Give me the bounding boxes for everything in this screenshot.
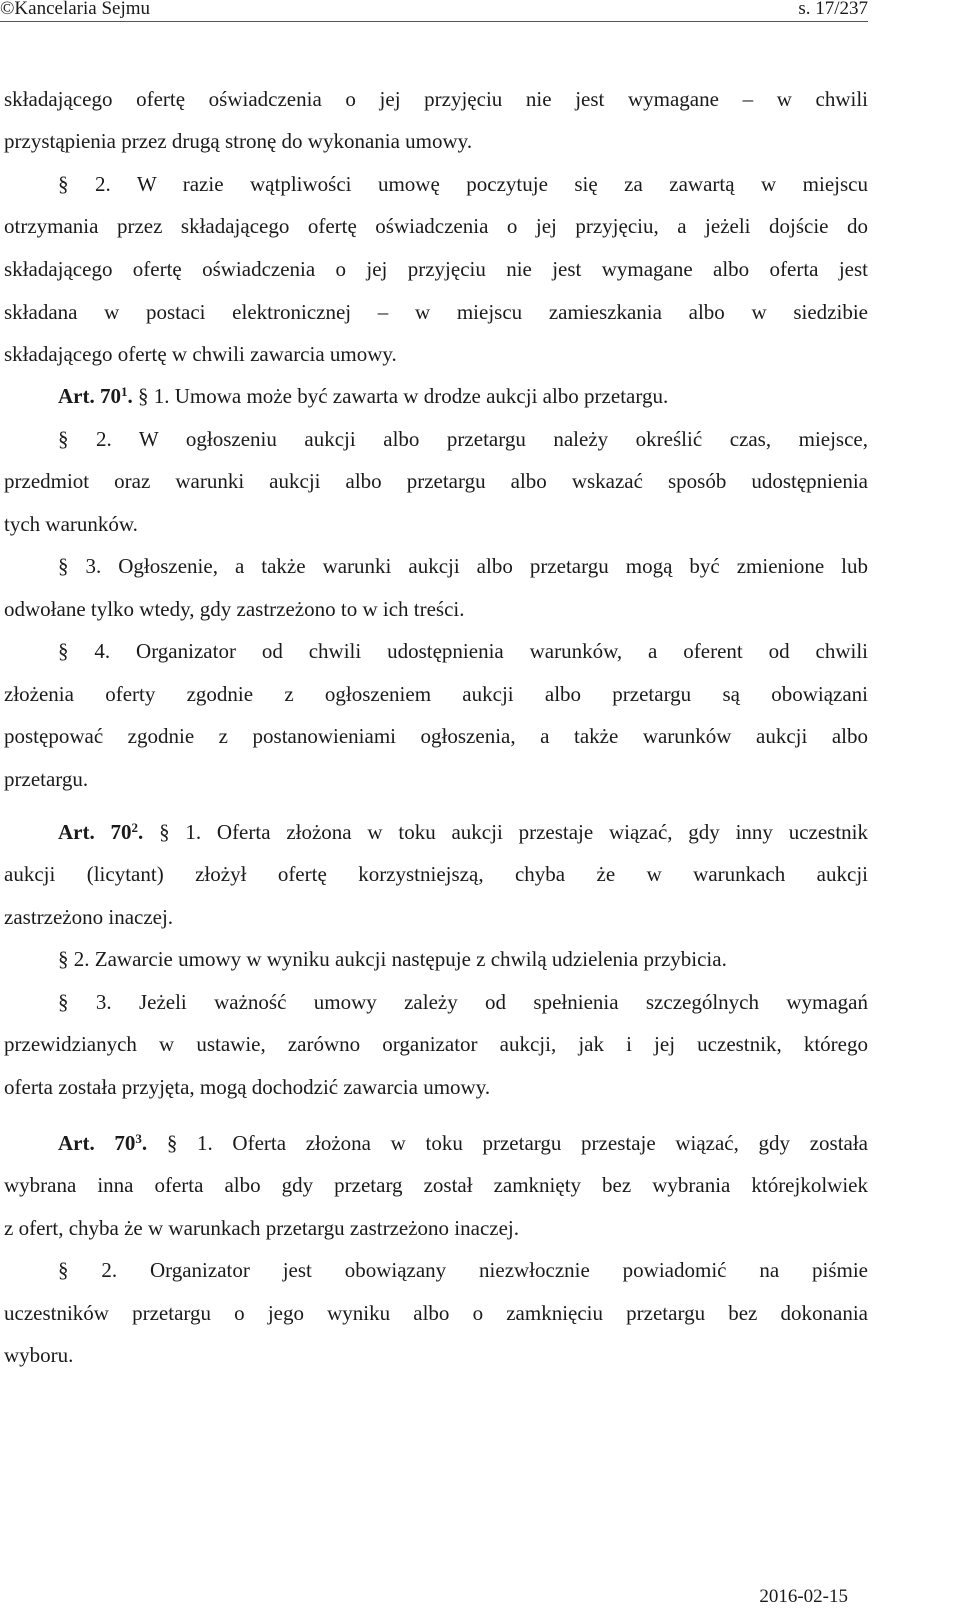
- text-line: przewidzianych w ustawie, zarówno organizator aukcji, jak i jej uczestnik, którego: [4, 1032, 868, 1056]
- text-line: składana w postaci elektronicznej – w miejscu zamieszkania albo w siedzibie: [4, 300, 868, 324]
- text-line: § 1. Oferta złożona w toku przetargu przestaje wiązać, gdy została: [166, 1131, 869, 1155]
- text-line: postępować zgodnie z postanowieniami ogłoszenia, a także warunków aukcji albo: [4, 724, 868, 748]
- text-line: przystąpienia przez drugą stronę do wykonania umowy.: [4, 129, 473, 153]
- article-line: Art. $70^2$. § 1. Oferta złożona w toku aukcji przestaje wiązać, gdy inny uczestnik: [58, 820, 869, 844]
- text-line: § 2. W ogłoszeniu aukcji albo przetargu należy określić czas, miejsce,: [58, 427, 868, 451]
- article-superscript: 1: [120, 384, 128, 399]
- text-line: uczestników przetargu o jego wyniku albo o zamknięciu przetargu bez dokonania: [4, 1301, 868, 1325]
- text-line: wyboru.: [4, 1343, 74, 1367]
- text-line: § 2. W razie wątpliwości umowę poczytuje się za zawartą w miejscu: [58, 172, 868, 196]
- text-line: składającego ofertę oświadczenia o jej przyjęciu nie jest wymagane – w chwili: [4, 87, 868, 111]
- text-line: składającego ofertę w chwili zawarcia umowy.: [4, 342, 397, 366]
- text-line: tych warunków.: [4, 512, 138, 536]
- text-line: złożenia oferty zgodnie z ogłoszeniem aukcji albo przetargu są obowiązani: [4, 682, 868, 706]
- header-copyright: ©Kancelaria Sejmu: [0, 0, 151, 19]
- text-line: z ofert, chyba że w warunkach przetargu zastrzeżono inaczej.: [4, 1216, 519, 1240]
- article-heading: Art. 70: [58, 384, 121, 408]
- article-superscript: 2: [131, 820, 139, 835]
- text-line: składającego ofertę oświadczenia o jej przyjęciu nie jest wymagane albo oferta jest: [4, 257, 868, 281]
- text-line: aukcji (licytant) złożył ofertę korzystniejszą, chyba że w warunkach aukcji: [4, 862, 868, 886]
- footer-date: 2016-02-15: [759, 1586, 848, 1607]
- article-heading: Art. 70: [58, 820, 132, 844]
- text-line: otrzymania przez składającego ofertę oświadczenia o jej przyjęciu, a jeżeli dojście do: [4, 214, 868, 238]
- text-line: przedmiot oraz warunki aukcji albo przetargu albo wskazać sposób udostępnienia: [4, 469, 868, 493]
- header-divider: [0, 21, 868, 22]
- text-line: § 1. Oferta złożona w toku aukcji przestaje wiązać, gdy inny uczestnik: [159, 820, 869, 844]
- text-line: przetargu.: [4, 767, 89, 791]
- page-header: [0, 0, 960, 20]
- text-line: § 4. Organizator od chwili udostępnienia warunków, a oferent od chwili: [58, 639, 868, 663]
- article-line: Art. $70^1$. § 1. Umowa może być zawarta w drodze aukcji albo przetargu.: [58, 384, 669, 408]
- header-page-number: s. 17/237: [798, 0, 868, 19]
- article-heading: Art. 70: [58, 1131, 136, 1155]
- text-line: zastrzeżono inaczej.: [4, 905, 174, 929]
- text-line: § 2. Organizator jest obowiązany niezwłocznie powiadomić na piśmie: [58, 1258, 868, 1282]
- text-line: § 3. Jeżeli ważność umowy zależy od spełnienia szczególnych wymagań: [58, 990, 868, 1014]
- text-line: § 3. Ogłoszenie, a także warunki aukcji albo przetargu mogą być zmienione lub: [58, 554, 868, 578]
- article-superscript: 3: [135, 1131, 142, 1146]
- text-line: oferta została przyjęta, mogą dochodzić zawarcia umowy.: [4, 1075, 491, 1099]
- text-line: wybrana inna oferta albo gdy przetarg został zamknięty bez wybrania którejkolwiek: [4, 1173, 868, 1197]
- article-line: Art. $70^3$. § 1. Oferta złożona w toku przetargu przestaje wiązać, gdy została: [58, 1131, 869, 1155]
- text-line: § 2. Zawarcie umowy w wyniku aukcji następuje z chwilą udzielenia przybicia.: [58, 947, 727, 971]
- text-line: § 1. Umowa może być zawarta w drodze aukcji albo przetargu.: [137, 384, 669, 408]
- text-line: odwołane tylko wtedy, gdy zastrzeżono to w ich treści.: [4, 597, 465, 621]
